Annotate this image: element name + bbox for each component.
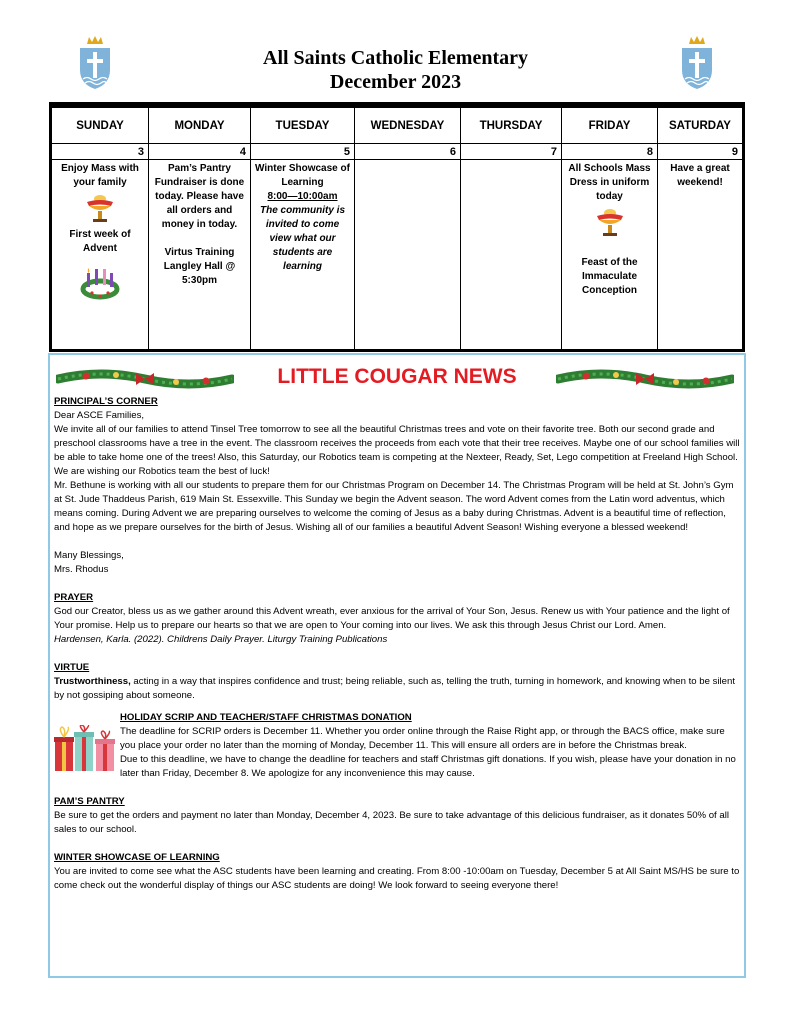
virtue-term: Trustworthiness, bbox=[54, 676, 131, 687]
pantry-heading: PAM’S PANTRY bbox=[54, 796, 125, 807]
date-number: 7 bbox=[461, 144, 562, 160]
day-cell-monday bbox=[149, 160, 251, 350]
garland-icon bbox=[556, 367, 734, 391]
day-cell-tuesday bbox=[251, 160, 355, 350]
prayer-heading: PRAYER bbox=[54, 592, 94, 603]
event-text: Feast of the Immaculate Conception bbox=[581, 257, 638, 296]
scrip-paragraph: The deadline for SCRIP orders is December 11. Whether you order online through the Raise Right app, or through the BACS office, make sure you place your order no later than the morning of Monday, December 11. This will ensure all orders are in before the Christmas break. bbox=[120, 726, 725, 751]
event-text: Have a great weekend! bbox=[670, 163, 730, 188]
closing: Many Blessings, bbox=[54, 550, 124, 561]
event-text: All Schools Mass bbox=[568, 163, 651, 174]
date-number: 9 bbox=[658, 144, 743, 160]
day-header: FRIDAY bbox=[562, 108, 658, 144]
newsletter-title bbox=[150, 46, 641, 94]
date-number: 3 bbox=[52, 144, 149, 160]
event-text: First week of Advent bbox=[69, 229, 131, 254]
principal-paragraph: We invite all of our families to attend Tinsel Tree tomorrow to see all the beautiful Christmas trees and vote on their favorite tree. Both our second grade and preschool classrooms have a tree in the event. The classroom receives the proceeds from each vote that their tree receives. Maybe one of our school families will be able to take home one of the trees! Also, this Saturday, our Robotics team is competing at the Nexteer, Ready, Set, Lego competition at Freeland High School. We are wishing our Robotics team the best of luck! bbox=[54, 424, 740, 477]
event-time: 8:00—10:00am bbox=[267, 191, 338, 202]
event-text: Virtus Training Langley Hall @ 5:30pm bbox=[163, 247, 236, 286]
signature: Mrs. Rhodus bbox=[54, 564, 109, 575]
day-header: WEDNESDAY bbox=[355, 108, 461, 144]
day-cell-saturday bbox=[658, 160, 743, 350]
virtue-text bbox=[54, 675, 740, 703]
event-text: Winter Showcase of Learning bbox=[255, 163, 350, 188]
school-name: All Saints Catholic Elementary bbox=[263, 47, 528, 69]
day-header: SATURDAY bbox=[658, 108, 743, 144]
newsletter-month: December 2023 bbox=[329, 71, 462, 93]
day-cell-thursday bbox=[461, 160, 562, 350]
day-header: TUESDAY bbox=[251, 108, 355, 144]
virtue-heading: VIRTUE bbox=[54, 662, 90, 673]
principal-heading: PRINCIPAL’S CORNER bbox=[54, 396, 158, 407]
chalice-icon bbox=[593, 208, 627, 238]
scrip-heading: HOLIDAY SCRIP AND TEACHER/STAFF CHRISTMAS DONATION bbox=[120, 712, 412, 723]
prayer-citation: Hardensen, Karla. (2022). Childrens Daily Prayer. Liturgy Training Publications bbox=[54, 634, 388, 645]
day-header: SUNDAY bbox=[52, 108, 149, 144]
date-number: 4 bbox=[149, 144, 251, 160]
day-cell-friday bbox=[562, 160, 658, 350]
chalice-icon bbox=[83, 194, 117, 224]
scrip-section bbox=[54, 711, 740, 781]
day-cell-wednesday bbox=[355, 160, 461, 350]
date-number: 8 bbox=[562, 144, 658, 160]
day-header: THURSDAY bbox=[461, 108, 562, 144]
pantry-text: Be sure to get the orders and payment no later than Monday, December 4, 2023. Be sure to take advantage of this delicious fundraiser, as it donates 50% of all sales to our school. bbox=[54, 810, 729, 835]
date-number: 6 bbox=[355, 144, 461, 160]
school-crest-icon bbox=[680, 34, 714, 90]
prayer-text: God our Creator, bless us as we gather around this Advent wreath, ever anxious for the arrival of Your Son, Jesus. Renew us with Your patience and the light of Your promise. Help us to prepare our hearts so that we are open to Your coming into our lives. We ask this through Jesus Christ our Lord. Amen. bbox=[54, 606, 730, 631]
showcase-text: You are invited to come see what the ASC students have been learning and creating. From 8:00 -10:00am on Tuesday, December 5 at All Saint MS/HS be sure to come check out the wonderful display of things our ASC students are doing! We look forward to seeing everyone there! bbox=[54, 866, 740, 891]
event-text: The community is invited to come view what our students are learning bbox=[259, 205, 345, 272]
date-number: 5 bbox=[251, 144, 355, 160]
advent-wreath-icon bbox=[80, 260, 120, 300]
showcase-heading: WINTER SHOWCASE OF LEARNING bbox=[54, 852, 220, 863]
virtue-definition: acting in a way that inspires confidence and trust; being reliable, such as, telling the truth, turning in homework, and knowing when to be silent by not gossiping about someone. bbox=[54, 676, 735, 701]
news-section bbox=[48, 353, 746, 978]
school-crest-icon bbox=[78, 34, 112, 90]
news-title: LITTLE COUGAR NEWS bbox=[277, 365, 517, 388]
event-text: Enjoy Mass with your family bbox=[61, 163, 139, 188]
gift-boxes-icon bbox=[54, 725, 116, 773]
scrip-paragraph: Due to this deadline, we have to change the deadline for teachers and staff Christmas gift donations. If you wish, please have your donation in no later than Friday, December 8. We apologize for any inconvenience this may cause. bbox=[120, 754, 736, 779]
principal-greeting: Dear ASCE Families, bbox=[54, 410, 145, 421]
week-calendar bbox=[49, 102, 745, 352]
event-text: Dress in uniform today bbox=[569, 177, 650, 202]
principal-paragraph: Mr. Bethune is working with all our students to prepare them for our Christmas Program on December 14. The Christmas Program will be held at St. John’s Gym at St. Jude Thaddeus Parish, 619 Main St. Essexville. This Sunday we begin the Advent season. The word Advent comes from the Latin word adventus, which means coming. During Advent we are preparing ourselves to welcome the coming of Jesus as a baby during Christmas. Advent is a beautiful time of reflection, and hope as we prepare ourselves for the birth of Jesus. Wishing all of our families a beautiful Advent Season! Wishing everyone a blessed weekend! bbox=[54, 480, 734, 533]
day-cell-sunday bbox=[52, 160, 149, 350]
day-header: MONDAY bbox=[149, 108, 251, 144]
event-text: Pam’s Pantry Fundraiser is done today. Please have all orders and money in today. bbox=[154, 163, 245, 230]
